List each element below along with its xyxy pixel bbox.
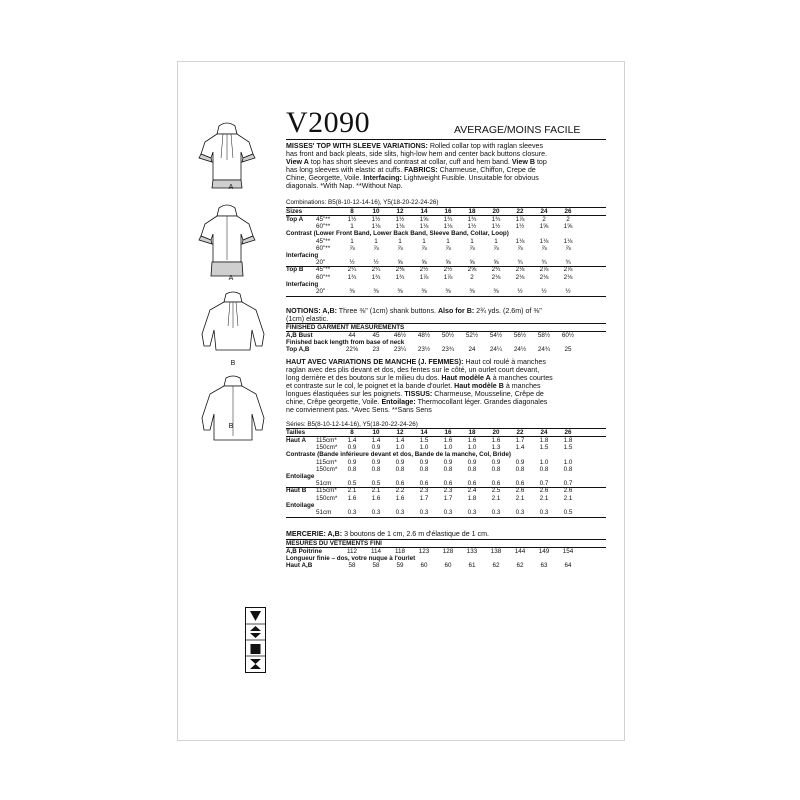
table-cell: 1⅛ (395, 223, 405, 231)
notions-line: NOTIONS: A,B: Three ⅜" (1cm) shank buttons. Also for B: 2¾ yds. (2.6m) of ⅜" (286, 307, 542, 315)
row-label: Interfacing (286, 252, 319, 259)
row-label: Contrast (Lower Front Band, Lower Back Band, Sleeve Band, Collar, Loop) (286, 230, 509, 238)
table-cell: 0.5 (563, 509, 573, 516)
table-cell: 1.6 (347, 494, 357, 502)
table-cell: 8 (350, 208, 354, 215)
table-cell: 0.3 (371, 509, 381, 516)
row-label: A,B Poitrine (286, 548, 323, 555)
table-bottom-rule (286, 296, 606, 297)
table-cell: ½ (541, 288, 547, 295)
table-cell: 1.4 (347, 437, 357, 444)
table-cell: ⅞ (397, 244, 403, 252)
notions-line: (1cm) elastic. (286, 315, 329, 324)
table-cell: 1⅞ (443, 273, 453, 281)
table-cell: 1¾ (371, 273, 381, 281)
table-cell: 0.3 (347, 509, 357, 516)
table-cell: 59 (396, 562, 404, 569)
row-label: Entoilage (286, 473, 315, 480)
table-cell: 0.9 (347, 458, 357, 466)
table-cell: ⅝ (445, 259, 451, 267)
fabric-width: 150cm* (316, 465, 338, 473)
table-cell: 62 (516, 562, 524, 569)
table-cell: ⅞ (373, 244, 379, 252)
table-cell: 0.9 (347, 444, 357, 452)
table-cell: 1.0 (443, 444, 453, 452)
table-cell: 2⅛ (491, 273, 501, 281)
table-cell: 8 (350, 429, 354, 436)
table-cell: 60½ (561, 332, 575, 339)
table-cell: 1.8 (467, 494, 477, 502)
table-cell: 0.8 (563, 465, 573, 473)
description-line: has front and back pleats, side slits, high-low hem and center back buttons closure. (286, 150, 548, 159)
table-cell: 154 (562, 548, 574, 555)
table-cell: 25 (564, 346, 572, 353)
table-cell: 0.5 (347, 480, 357, 488)
view-a-back-label: A (228, 275, 234, 282)
table-cell: 1⅛ (539, 237, 549, 245)
description-line: longues élastiquées sur les poignets. TISSUS: Charmeuse, Mousseline, Crêpe de (286, 390, 544, 399)
table-cell: 133 (466, 548, 478, 555)
table-cell: ½ (373, 259, 379, 267)
table-cell: 2.1 (347, 487, 357, 495)
table-cell: ⅞ (565, 244, 571, 252)
table-cell: 12 (396, 429, 404, 436)
table-cell: 0.5 (371, 480, 381, 488)
table-cell: 0.8 (491, 465, 501, 473)
triangle-down-icon (250, 611, 261, 621)
row-label: Top A (286, 216, 304, 223)
table-cell: 1⅝ (419, 216, 429, 223)
table-cell: ⅞ (421, 244, 427, 252)
fabric-width: 20" (316, 288, 326, 295)
table-cell: 1⅝ (563, 223, 573, 231)
table-cell: 144 (514, 548, 526, 555)
table-cell: 52½ (465, 332, 479, 339)
table-cell: 62 (492, 562, 500, 569)
table-cell: 1 (446, 237, 450, 245)
description-line: Chine, Georgette, Voile. Interfacing: Lightweight Fusible. Unsuitable for obvious (286, 174, 539, 183)
row-label: A,B Bust (286, 332, 313, 339)
description-line: diagonals. *With Nap. **Without Nap. (286, 182, 403, 191)
table-cell: 10 (372, 429, 380, 436)
table-cell: ⅜ (421, 288, 427, 295)
table-cell: 1.7 (419, 494, 429, 502)
table-cell: 1¾ (467, 216, 477, 223)
table-cell: 2¼ (371, 266, 381, 274)
table-cell: 0.9 (371, 458, 381, 466)
french-description (286, 358, 606, 414)
table-cell: 0.3 (443, 509, 453, 516)
table-cell: 0.7 (539, 480, 549, 488)
table-cell: 61 (468, 562, 476, 569)
table-cell: 0.7 (563, 480, 573, 488)
table-cell: 118 (394, 548, 406, 555)
table-cell: 1⅛ (371, 223, 381, 231)
english-description (286, 142, 606, 190)
fabric-width: 150cm* (316, 494, 338, 502)
table-cell: 0.9 (491, 458, 501, 466)
table-cell: 1.4 (395, 437, 405, 444)
table-cell: ⅞ (445, 244, 451, 252)
table-cell: ½ (565, 288, 571, 295)
description-line: ne conviennent pas. *Avec Sens. **Sans Sens (286, 406, 432, 415)
row-label: Entoilage (286, 501, 315, 509)
table-cell: 1.7 (443, 494, 453, 502)
table-cell: 24¼ (489, 346, 503, 353)
table-cell: ⅝ (469, 259, 475, 267)
table-cell: 18 (468, 429, 476, 436)
table-cell: 26 (564, 208, 572, 215)
table-cell: 1⅞ (515, 216, 525, 223)
fabric-width: 51cm (316, 509, 332, 516)
table-cell: ¾ (517, 259, 523, 267)
table-cell: 58 (348, 562, 356, 569)
table-bottom-rule (286, 517, 606, 518)
table-cell: 2.6 (515, 487, 525, 495)
table-cell: 2.1 (371, 487, 381, 495)
table-cell: ⅝ (421, 259, 427, 267)
table-cell: 2½ (419, 266, 429, 274)
table-cell: 1½ (491, 223, 501, 231)
table-cell: 22⅝ (345, 346, 359, 353)
table-cell: 1⅛ (563, 237, 573, 245)
table-cell: 2⅛ (539, 273, 549, 281)
table-cell: 0.9 (395, 458, 405, 466)
table-cell: 0.6 (419, 480, 429, 488)
row-label: FINISHED GARMENT MEASUREMENTS (286, 324, 405, 331)
length-row (286, 562, 606, 570)
table-cell: 2⅛ (563, 273, 573, 281)
table-cell: ⅜ (445, 288, 451, 295)
table-cell: ⅜ (397, 288, 403, 295)
view-b-front-label: B (230, 360, 236, 367)
table-cell: 0.3 (467, 509, 477, 516)
table-cell: 0.3 (395, 509, 405, 516)
table-cell: 2 (470, 273, 474, 281)
hourglass-icon (250, 659, 261, 669)
fabric-width: 20" (316, 259, 326, 267)
row-label: Haut B (286, 487, 307, 495)
table-cell: 1.0 (467, 444, 477, 452)
description-line: View A top has short sleeves and contrast at collar, cuff and hem band. View B top (286, 158, 547, 167)
table-cell: 1.6 (467, 437, 477, 444)
table-cell: 2½ (443, 266, 453, 274)
table-cell: 1 (350, 223, 354, 231)
row-label: Haut A (286, 437, 307, 444)
table-cell: 1.0 (395, 444, 405, 452)
table-cell: 0.3 (539, 509, 549, 516)
view-b-back-illustration (196, 374, 270, 446)
table-cell: 2⅞ (539, 266, 549, 274)
row-label: Sizes (286, 208, 303, 215)
table-cell: 0.8 (395, 465, 405, 473)
view-a-back-illustration (197, 200, 257, 280)
header-divider (286, 139, 606, 140)
table-cell: 112 (346, 548, 358, 555)
table-cell: 0.8 (419, 465, 429, 473)
table-cell: 1.7 (515, 437, 525, 444)
table-cell: 64 (564, 562, 572, 569)
fabric-width: 60"** (316, 273, 331, 281)
table-cell: 2.4 (467, 487, 477, 495)
view-b-front-illustration (196, 290, 270, 362)
mercerie-line: MERCERIE: A,B: 3 boutons de 1 cm, 2.6 m d'élastique de 1 cm. (286, 530, 489, 538)
table-cell: 2.1 (491, 494, 501, 502)
table-cell: 128 (442, 548, 454, 555)
table-cell: 16 (444, 208, 452, 215)
description-line: raglan avec des plis devant et dos, des fentes sur le côté, un ourlet court devant, (286, 366, 540, 375)
table-cell: 2.6 (563, 487, 573, 495)
table-cell: 14 (420, 208, 428, 215)
table-cell: 2⅜ (395, 266, 405, 274)
table-cell: 1.6 (443, 437, 453, 444)
fabric-width: 115cm* (316, 458, 337, 466)
table-cell: 1 (494, 237, 498, 245)
description-line: HAUT AVEC VARIATIONS DE MANCHE (J. FEMMES): Haut col roulé à manches (286, 358, 546, 366)
length-row (286, 346, 606, 354)
difficulty-label: AVERAGE/MOINS FACILE (454, 124, 581, 136)
table-cell: 0.6 (515, 480, 525, 488)
fabric-width: 150cm* (316, 444, 338, 452)
table-cell: 0.8 (467, 465, 477, 473)
table-cell: 1¾ (443, 216, 453, 223)
table-cell: ⅞ (541, 244, 547, 252)
table-cell: 1.6 (395, 494, 405, 502)
table-cell: 0.3 (419, 509, 429, 516)
table-cell: 1 (422, 237, 426, 245)
table-cell: 58½ (537, 332, 551, 339)
table-cell: 24½ (513, 346, 527, 353)
table-cell: 23¼ (393, 346, 407, 353)
table-cell: 1¾ (395, 273, 405, 281)
table-cell: 54½ (489, 332, 503, 339)
table-cell: 1½ (371, 216, 381, 223)
table-cell: 1½ (347, 216, 357, 223)
table-cell: 1½ (515, 223, 525, 231)
description-line: has long sleeves with elastic at cuffs. FABRICS: Charmeuse, Chiffon, Crepe de (286, 166, 536, 175)
combinations-line: Combinations: B5(8-10-12-14-16), Y5(18-20-22-24-26) (286, 199, 439, 206)
table-cell: 23 (372, 346, 380, 353)
table-cell: 0.6 (443, 480, 453, 488)
table-cell: 24 (540, 429, 548, 436)
table-cell: 2.6 (539, 487, 549, 495)
table-cell: 56½ (513, 332, 527, 339)
table-cell: 2⅛ (515, 266, 525, 274)
table-cell: 23¾ (441, 346, 455, 353)
view-b-back-label: B (228, 423, 234, 430)
table-cell: ⅜ (493, 288, 499, 295)
table-cell: 14 (420, 429, 428, 436)
row-label: Top A,B (286, 346, 310, 353)
table-cell: 23½ (417, 346, 431, 353)
table-cell: ⅞ (469, 244, 475, 252)
table-cell: 1.5 (563, 444, 573, 452)
table-cell: 2⅞ (563, 266, 573, 274)
description-line: chine, Crêpe georgette, Voile. Entoilage: Thermocollant léger. Grandes diagonales (286, 398, 548, 407)
table-cell: 1 (350, 237, 354, 245)
table-cell: 2⅝ (467, 266, 477, 274)
table-cell: 12 (396, 208, 404, 215)
table-cell: 1⅛ (515, 237, 525, 245)
table-cell: 1.4 (371, 437, 381, 444)
table-cell: 0.3 (515, 509, 525, 516)
table-cell: 1.0 (563, 458, 573, 466)
table-cell: 1.8 (539, 437, 549, 444)
fabric-width: 51cm (316, 480, 332, 488)
table-cell: 60 (444, 562, 452, 569)
series-line: Séries: B5(8-10-12-14-16), Y5(18-20-22-24-26) (286, 421, 418, 428)
table-cell: 22 (516, 429, 524, 436)
table-cell: 1 (470, 237, 474, 245)
table-cell: 123 (418, 548, 430, 555)
table-cell: 2.1 (563, 494, 573, 502)
fabric-width: 115cm* (316, 487, 337, 495)
table-cell: 1¾ (347, 273, 357, 281)
table-cell: ⅞ (517, 244, 523, 252)
table-cell: 138 (490, 548, 502, 555)
table-cell: 0.9 (467, 458, 477, 466)
table-cell: ½ (517, 288, 523, 295)
fabric-width: 45"** (316, 266, 331, 274)
french-mercerie (286, 530, 606, 538)
row-label: Contraste (Bande inférieure devant et dos, Bande de la manche, Col, Bride) (286, 451, 511, 459)
table-cell: 45 (372, 332, 380, 339)
table-cell: 0.9 (371, 444, 381, 452)
table-cell: 1⅛ (419, 223, 429, 231)
row-label: Interfacing (286, 280, 319, 288)
table-cell: 26 (564, 429, 572, 436)
table-cell: 0.8 (539, 465, 549, 473)
table-cell: 2¾ (491, 266, 501, 274)
table-cell: 10 (372, 208, 380, 215)
table-cell: 0.6 (467, 480, 477, 488)
table-cell: 63 (540, 562, 548, 569)
table-cell: 20 (492, 429, 500, 436)
table-cell: 22 (516, 208, 524, 215)
table-cell: 1.5 (539, 444, 549, 452)
table-cell: 1⅞ (419, 273, 429, 281)
table-cell: ¾ (565, 259, 571, 267)
table-cell: 44 (348, 332, 356, 339)
fabric-width: 45"** (316, 216, 331, 223)
table-cell: 1½ (395, 216, 405, 223)
table-cell: ⅜ (349, 288, 355, 295)
description-line: MISSES' TOP WITH SLEEVE VARIATIONS: Rolled collar top with raglan sleeves (286, 142, 544, 150)
table-cell: 0.9 (515, 458, 525, 466)
table-cell: 2.1 (515, 494, 525, 502)
fabric-width: 60"** (316, 244, 331, 252)
table-cell: 2 (566, 216, 570, 223)
row-label: Top B (286, 266, 304, 274)
table-cell: 0.8 (443, 465, 453, 473)
table-cell: ⅜ (469, 288, 475, 295)
row-label: Tailles (286, 429, 306, 436)
pattern-number: V2090 (286, 106, 371, 139)
table-cell: 2.1 (539, 494, 549, 502)
pattern-symbols-box (245, 607, 266, 673)
description-line: et contraste sur le col, le poignet et la bande d'ourlet. Haut modèle B à manches (286, 382, 541, 391)
table-cell: ⅞ (493, 244, 499, 252)
table-cell: 1 (398, 237, 402, 245)
table-cell: 16 (444, 429, 452, 436)
table-cell: 1½ (467, 223, 477, 231)
table-cell: 20 (492, 208, 500, 215)
table-cell: 24 (468, 346, 476, 353)
row-label: MESURES DU VÊTEMENTS FINI (286, 540, 382, 547)
table-cell: 0.8 (371, 465, 381, 473)
table-cell: 46½ (393, 332, 407, 339)
table-cell: 1.0 (539, 458, 549, 466)
english-notions (286, 307, 606, 323)
table-cell: ⅝ (493, 259, 499, 267)
view-a-front-label: A (228, 184, 234, 191)
table-cell: 1¾ (491, 216, 501, 223)
table-cell: 1.6 (371, 494, 381, 502)
table-cell: 0.8 (347, 465, 357, 473)
table-cell: 0.6 (491, 480, 501, 488)
table-cell: ½ (349, 259, 355, 267)
table-cell: 1.4 (515, 444, 525, 452)
table-cell: ¾ (541, 259, 547, 267)
table-cell: 2.3 (419, 487, 429, 495)
description-line: long derrière et des boutons sur le milieu du dos. Haut modèle A à manches courtes (286, 374, 553, 383)
table-cell: 0.6 (395, 480, 405, 488)
table-cell: 2.5 (491, 487, 501, 495)
table-cell: 2.2 (395, 487, 405, 495)
fabric-width: 45"** (316, 237, 331, 245)
fabric-width: 60"** (316, 223, 331, 231)
fabric-width: 115cm* (316, 437, 337, 444)
table-cell: 1.6 (491, 437, 501, 444)
table-cell: 1.8 (563, 437, 573, 444)
row-label: Longueur finie – dos, votre nuque à l'ourlet (286, 555, 416, 562)
table-cell: 0.8 (515, 465, 525, 473)
table-cell: 149 (538, 548, 550, 555)
table-cell: 18 (468, 208, 476, 215)
table-cell: ⅝ (397, 259, 403, 267)
row-label: Haut A,B (286, 562, 313, 569)
triangle-up-down-icon (250, 626, 261, 638)
table-cell: 114 (370, 548, 382, 555)
table-cell: 60 (420, 562, 428, 569)
table-cell: 2¼ (347, 266, 357, 274)
table-cell: 1 (374, 237, 378, 245)
row-label: Finished back length from base of neck (286, 339, 405, 346)
table-cell: 24 (540, 208, 548, 215)
table-cell: 2.3 (443, 487, 453, 495)
table-cell: 48½ (417, 332, 431, 339)
table-cell: 2 (542, 216, 546, 223)
square-icon (251, 644, 261, 654)
table-cell: 50½ (441, 332, 455, 339)
table-cell: 1⅛ (443, 223, 453, 231)
table-cell: 1.3 (491, 444, 501, 452)
table-cell: 0.9 (443, 458, 453, 466)
table-cell: 2⅛ (515, 273, 525, 281)
table-cell: 1.0 (419, 444, 429, 452)
table-cell: 1⅝ (539, 223, 549, 231)
table-cell: 58 (372, 562, 380, 569)
table-cell: 0.3 (491, 509, 501, 516)
table-cell: ⅞ (349, 244, 355, 252)
table-cell: ⅜ (373, 288, 379, 295)
table-cell: 1.5 (419, 437, 429, 444)
table-cell: 0.9 (419, 458, 429, 466)
table-cell: 24¾ (537, 346, 551, 353)
